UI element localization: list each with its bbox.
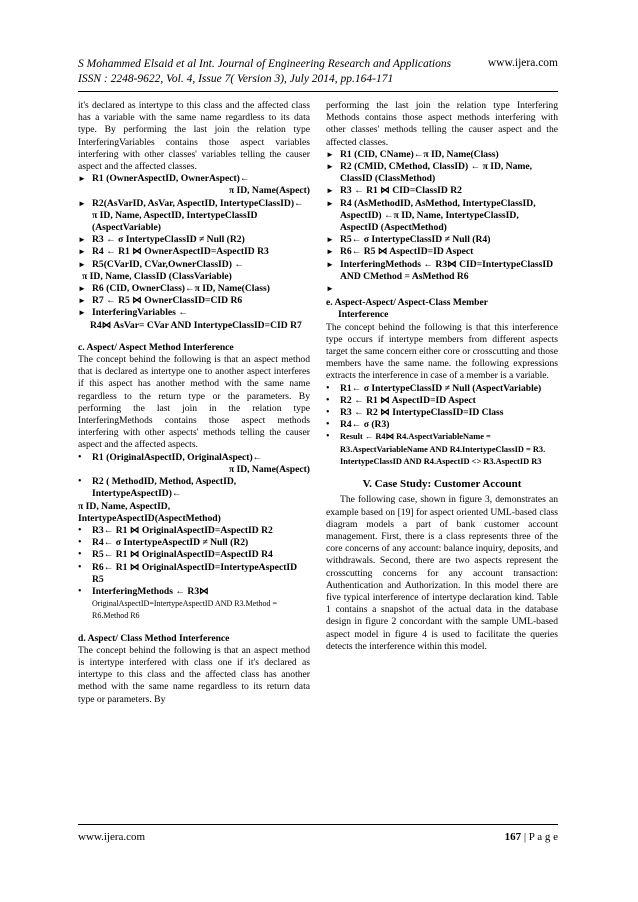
expr-continuation: π ID, Name(Aspect) <box>228 463 310 475</box>
expr-item: • R2 ( MethodID, Method, AspectID, IntertypeAspectID)← <box>78 476 237 500</box>
expr-item: • R1 (OriginalAspectID, OriginalAspect)← <box>78 451 263 463</box>
bullet-dot-icon: • <box>326 431 330 443</box>
section-e-heading-line2: Interference <box>338 309 389 321</box>
bullet-dot-icon: • <box>78 537 82 549</box>
footer-rule <box>78 824 558 825</box>
bullet-dot-icon: • <box>78 524 82 536</box>
left-intro-paragraph: it's declared as intertype to this class and the affected class has a variable with the same name regardless to its data type. By performing the last join the relation type InterferingVariables contains those aspect variables interfering with other classes' variables telling the causer aspect and the affected classes. <box>78 100 310 173</box>
bullet-dot-icon: • <box>78 585 82 597</box>
arrow-bullet-icon: ► <box>326 186 334 196</box>
expr-continuation: π ID, Name, AspectID, IntertypeAspectID(AspectMethod) <box>78 500 221 524</box>
arrow-bullet-icon: ► <box>78 308 86 318</box>
expr-item: ► R6← R5 ⋈ AspectID=ID Aspect <box>326 246 474 258</box>
expr-item: ► R2 (CMID, CMethod, ClassID) ← π ID, Name, ClassID (ClassMethod) <box>326 161 533 185</box>
expr-item: ► R7 ← R5 ⋈ OwnerClassID=CID R6 <box>78 295 243 307</box>
footer-url[interactable]: www.ijera.com <box>78 831 146 843</box>
arrow-bullet-icon: ► <box>78 174 86 184</box>
arrow-bullet-icon: ► <box>326 162 334 172</box>
arrow-bullet-icon: ► <box>78 247 86 257</box>
section-c-paragraph: The concept behind the following is that an aspect method that is declared as intertype one to another aspect interferes if this aspect has another method with the same name regardless to the return type or the parameters. By performing the last join in the relation type InterferingMethods contains those aspect methods interfering with other aspects' methods telling the causer aspect and the affected aspects. <box>78 354 310 451</box>
expr-item: ► R4 ← R1 ⋈ OwnerAspectID=AspectID R3 <box>78 246 269 258</box>
expr-item: ► R2(AsVarID, AsVar, AspectID, IntertypeClassID)← <box>78 197 304 209</box>
arrow-bullet-icon: ► <box>78 198 86 208</box>
expr-item: • InterferingMethods ← R3⋈ <box>78 585 209 597</box>
expr-item: • R3 ← R2 ⋈ IntertypeClassID=ID Class <box>326 407 504 419</box>
journal-title: S Mohammed Elsaid et al Int. Journal of Engineering Research and Applications <box>78 58 452 70</box>
section-e-heading <box>326 297 558 321</box>
arrow-bullet-icon: ► <box>78 284 86 294</box>
section-e-paragraph: The concept behind the following is that this interference type occurs if intertype members from different aspects target the same concern either core or crosscutting and those members have the same name. the following expressions extracts the interference in case of a member is a variable. <box>326 321 558 382</box>
expr-item: • R1← σ IntertypeClassID ≠ Null (AspectVariable) <box>326 382 542 394</box>
arrow-bullet-icon: ► <box>78 235 86 245</box>
expr-item: ► R1 (CID, CName)←π ID, Name(Class) <box>326 148 499 160</box>
arrow-bullet-icon: ► <box>326 284 334 294</box>
section-v-paragraph: The following case, shown in figure 3, demonstrates an example based on [19] for aspect oriented UML-based class diagram models a part of bank customer account management. First, there is a class represents three of the core concerns of any account: balance inquiry, deposits, and withdrawals. Second, there are two aspects represent the crosscutting concerns for any account transaction: Authentication and Authorization. In this model there are five typical interference of intertype declaration kind. Table 1 contains a snapshot of the actual data in the database design in figure 2 concordant with the sample UML-based aspect model in figure 4 is used to facilitate the queries detects the interference within this model. <box>326 494 558 652</box>
expr-item: • R6← R1 ⋈ OriginalAspectID=IntertypeAspectID R5 <box>78 561 298 585</box>
arrow-bullet-icon: ► <box>78 259 86 269</box>
expr-item: ► R4 (AsMethodID, AsMethod, IntertypeClassID, AspectID) ←π ID, Name, IntertypeClassID, AspectID (AspectMethod) <box>326 197 536 234</box>
bullet-dot-icon: • <box>78 451 82 463</box>
arrow-bullet-icon: ► <box>78 296 86 306</box>
page-number-value: 167 <box>504 831 522 843</box>
expr-item: • R2 ← R1 ⋈ AspectID=ID Aspect <box>326 394 476 406</box>
expr-continuation: π ID, Name(Aspect) <box>228 185 310 197</box>
expr-continuation: OriginalAspectID=IntertypeAspectID AND R3.Method = R6.Method R6 <box>92 599 277 621</box>
arrow-bullet-icon: ► <box>326 247 334 257</box>
bullet-dot-icon: • <box>78 549 82 561</box>
expr-item: • R4← σ IntertypeAspectID ≠ Null (R2) <box>78 537 249 549</box>
journal-url[interactable]: www.ijera.com <box>487 57 558 69</box>
arrow-bullet-icon: ► <box>326 149 334 159</box>
bullet-dot-icon: • <box>326 419 330 431</box>
expr-continuation: π ID, Name, AspectID, IntertypeClassID (AspectVariable) <box>92 209 258 234</box>
expr-item: • R3← R1 ⋈ OriginalAspectID=AspectID R2 <box>78 524 273 536</box>
bullet-dot-icon: • <box>326 394 330 406</box>
right-intro-paragraph: performing the last join the relation type Interfering Methods contains those aspect methods interfering with other classes' methods telling the causer aspect and the affected classes. <box>326 100 558 148</box>
expr-continuation: π ID, Name, ClassID (ClassVariable) <box>82 270 232 282</box>
section-v-heading: V. Case Study: Customer Account <box>362 478 522 491</box>
right-column <box>326 100 558 653</box>
page-number <box>505 831 558 843</box>
expr-item: ► InterferingMethods ← R3⋈ CID=IntertypeClassID AND CMethod = AsMethod R6 <box>326 258 554 282</box>
arrow-bullet-icon: ► <box>326 198 334 208</box>
bullet-dot-icon: • <box>326 382 330 394</box>
expr-item: ► R5← σ IntertypeClassID ≠ Null (R4) <box>326 234 491 246</box>
expr-item: ► InterferingVariables ← <box>78 307 188 319</box>
journal-header <box>78 57 478 87</box>
expr-item: ► R1 (OwnerAspectID, OwnerAspect)← <box>78 173 250 185</box>
section-e-heading-line1: e. Aspect-Aspect/ Aspect-Class Member <box>326 297 488 309</box>
expr-item: • Result ← R4⋈ R4.AspectVariableName = R3.AspectVariableName AND R4.IntertypeClassID = R3. IntertypeClassID AND R4.AspectID <> R3.AspectID R3 <box>326 431 546 466</box>
section-d-heading: d. Aspect/ Class Method Interference <box>78 632 230 644</box>
expr-item: ► R3 ← σ IntertypeClassID ≠ Null (R2) <box>78 234 245 246</box>
arrow-bullet-icon: ► <box>326 259 334 269</box>
expr-continuation: R4⋈ AsVar= CVar AND IntertypeClassID=CID R7 <box>90 319 302 331</box>
section-d-paragraph: The concept behind the following is that an aspect method is intertype interfered with class one if it's declared as intertype to this class and the affected class has another method with the same name regardless to its return data type or parameters. By <box>78 644 310 705</box>
expr-item: • R5← R1 ⋈ OriginalAspectID=AspectID R4 <box>78 549 273 561</box>
expr-item: ► R5(CVarID, CVar,OwnerClassID) ← <box>78 258 244 270</box>
header-rule <box>78 91 558 92</box>
expr-item: ► R3 ← R1 ⋈ CID=ClassID R2 <box>326 185 462 197</box>
bullet-dot-icon: • <box>326 407 330 419</box>
page-label: | P a g e <box>521 831 558 843</box>
journal-issn: ISSN : 2248-9622, Vol. 4, Issue 7( Version 3), July 2014, pp.164-171 <box>78 73 394 85</box>
section-c-heading: c. Aspect/ Aspect Method Interference <box>78 341 234 353</box>
bullet-dot-icon: • <box>78 476 82 488</box>
expr-item: • R4← σ (R3) <box>326 419 390 431</box>
bullet-dot-icon: • <box>78 561 82 573</box>
expr-item: ► R6 (CID, OwnerClass)←π ID, Name(Class) <box>78 283 270 295</box>
arrow-bullet-icon: ► <box>326 235 334 245</box>
left-column <box>78 100 310 706</box>
expr-item-empty <box>326 283 558 295</box>
